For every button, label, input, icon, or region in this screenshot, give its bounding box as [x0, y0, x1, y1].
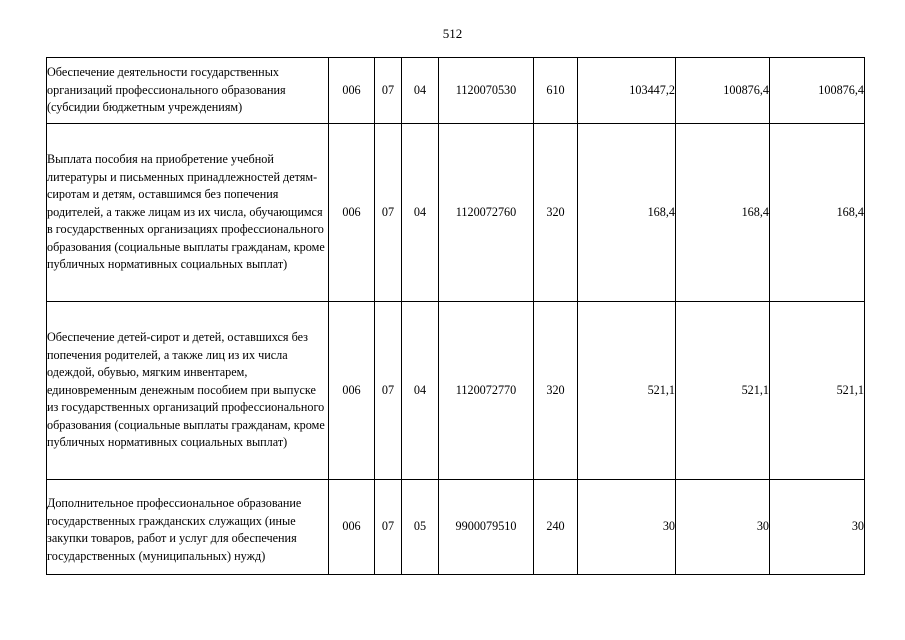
subsection-code: 05: [402, 480, 439, 575]
amount-1: 30: [578, 480, 676, 575]
target-article-code: 1120072760: [439, 124, 534, 302]
section-code: 07: [375, 58, 402, 124]
page-number: 512: [442, 26, 463, 41]
target-article-code: 9900079510: [439, 480, 534, 575]
target-article-code: 1120072770: [439, 302, 534, 480]
row-description: Дополнительное профессиональное образование государственных гражданских служащих (иные закупки товаров, работ и услуг для обеспечения государственных (муниципальных) нужд): [47, 480, 329, 575]
row-description: Обеспечение детей-сирот и детей, оставшихся без попечения родителей, а также лиц из их числа одеждой, обувью, мягким инвентарем, единовременным денежным пособием при выпуске из государственных организаций профессионального образования (социальные выплаты гражданам, кроме публичных нормативных социальных выплат): [47, 302, 329, 480]
amount-2: 168,4: [676, 124, 770, 302]
expense-type-code: 320: [534, 124, 578, 302]
amount-1: 521,1: [578, 302, 676, 480]
expense-type-code: 610: [534, 58, 578, 124]
amount-2: 521,1: [676, 302, 770, 480]
table-row: [47, 58, 865, 124]
table-row: [47, 480, 865, 575]
table-row: [47, 124, 865, 302]
expense-type-code: 240: [534, 480, 578, 575]
row-description: Обеспечение деятельности государственных организаций профессионального образования (субсидии бюджетным учреждениям): [47, 58, 329, 124]
ministry-code: 006: [329, 58, 375, 124]
section-code: 07: [375, 124, 402, 302]
target-article-code: 1120070530: [439, 58, 534, 124]
budget-table: [46, 57, 865, 575]
subsection-code: 04: [402, 58, 439, 124]
amount-2: 100876,4: [676, 58, 770, 124]
amount-1: 168,4: [578, 124, 676, 302]
ministry-code: 006: [329, 124, 375, 302]
amount-3: 521,1: [770, 302, 865, 480]
subsection-code: 04: [402, 302, 439, 480]
amount-3: 168,4: [770, 124, 865, 302]
section-code: 07: [375, 302, 402, 480]
subsection-code: 04: [402, 124, 439, 302]
expense-type-code: 320: [534, 302, 578, 480]
amount-2: 30: [676, 480, 770, 575]
ministry-code: 006: [329, 302, 375, 480]
row-description: Выплата пособия на приобретение учебной литературы и письменных принадлежностей детям-сиротам и детям, оставшимся без попечения родителей, а также лицам из их числа, обучающимся в государственных организациях профессионального образования (социальные выплаты гражданам, кроме публичных нормативных социальных выплат): [47, 124, 329, 302]
amount-3: 100876,4: [770, 58, 865, 124]
table-row: [47, 302, 865, 480]
amount-1: 103447,2: [578, 58, 676, 124]
section-code: 07: [375, 480, 402, 575]
ministry-code: 006: [329, 480, 375, 575]
amount-3: 30: [770, 480, 865, 575]
